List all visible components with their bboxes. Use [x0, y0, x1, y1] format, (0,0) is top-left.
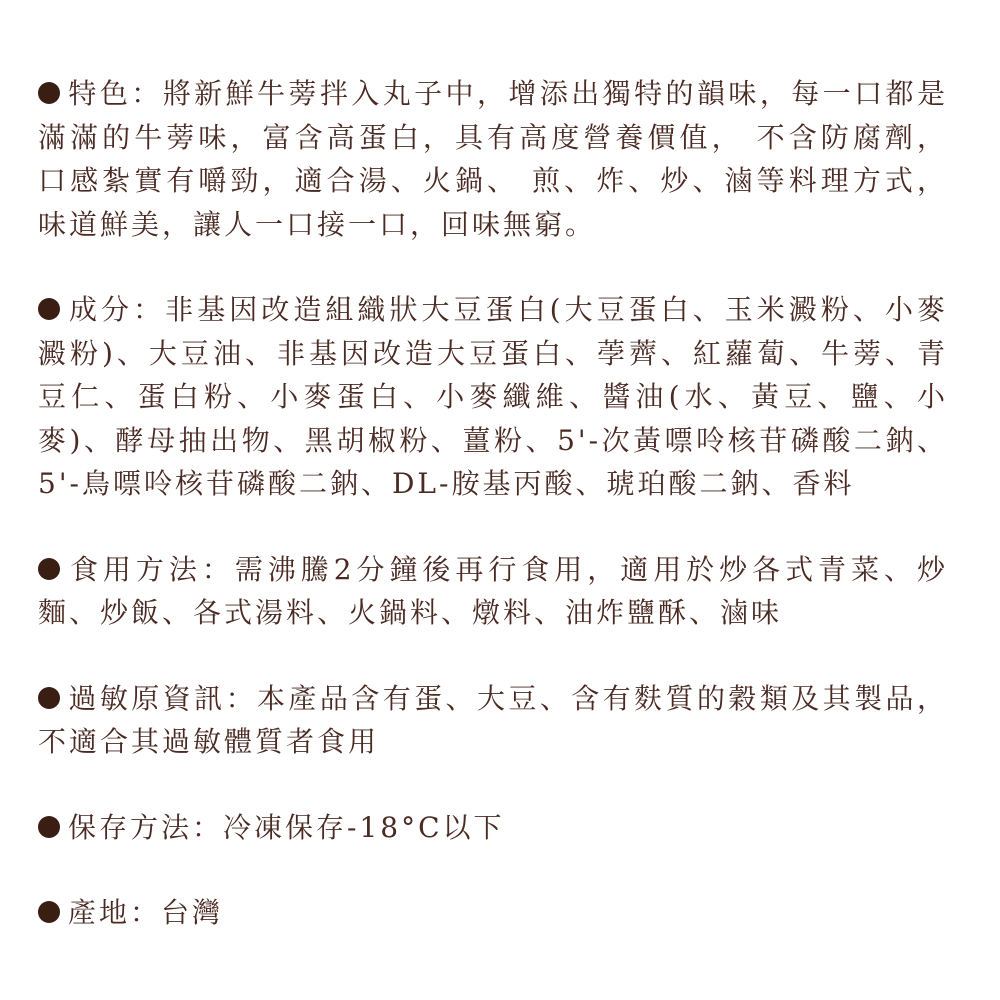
section-label: 過敏原資訊 [68, 681, 226, 715]
section-content: 本產品含有蛋、大豆、含有麩質的穀類及其製品，不適合其過敏體質者食用 [38, 681, 948, 758]
bullet-icon [38, 816, 60, 838]
section-label: 成分 [68, 293, 134, 326]
section-allergens [38, 677, 948, 764]
section-label: 產地 [68, 896, 131, 929]
section-label: 特色 [68, 77, 132, 110]
section-content: 需沸騰2分鐘後再行食用，適用於炒各式青菜、炒麵、炒飯、各式湯料、火鍋料、燉料、油炸鹽酥、滷味 [38, 552, 948, 629]
bullet-icon [38, 82, 60, 104]
label-separator: ： [192, 810, 224, 844]
section-content: 台灣 [161, 896, 224, 929]
label-separator: ： [201, 552, 235, 586]
label-separator: ： [131, 77, 163, 110]
bullet-icon [38, 901, 60, 923]
section-origin [38, 891, 948, 935]
section-content: 將新鮮牛蒡拌入丸子中，增添出獨特的韻味，每一口都是滿滿的牛蒡味，富含高蛋白，具有高度營養價值， 不含防腐劑，口感紮實有嚼勁，適合湯、火鍋、 煎、炸、炒、滷等料理方式，味道鮮美，讓人一口接一口，回味無窮。 [38, 77, 948, 241]
section-features [38, 72, 948, 246]
bullet-icon [38, 687, 60, 709]
section-label: 保存方法 [68, 810, 193, 844]
bullet-icon [38, 558, 60, 580]
section-usage [38, 548, 948, 635]
label-separator: ： [133, 293, 166, 326]
section-content: 冷凍保存-18°C以下 [223, 810, 505, 844]
section-storage [38, 806, 948, 850]
product-info-document [38, 44, 948, 935]
bullet-icon [38, 298, 60, 320]
label-separator: ： [225, 681, 257, 715]
section-label: 食用方法 [68, 552, 202, 586]
section-content: 非基因改造組織狀大豆蛋白(大豆蛋白、玉米澱粉、小麥澱粉)、大豆油、非基因改造大豆蛋白、荸薺、紅蘿蔔、牛蒡、青豆仁、蛋白粉、小麥蛋白、小麥纖維、醬油(水、黃豆、鹽、小麥)、酵母抽出物、黑胡椒粉、薑粉、5'-次黃嘌呤核苷磷酸二鈉、5'-鳥嘌呤核苷磷酸二鈉、DL-胺基丙酸、琥珀酸二鈉、香料 [38, 293, 948, 500]
section-ingredients [38, 288, 948, 506]
label-separator: ： [130, 896, 162, 929]
